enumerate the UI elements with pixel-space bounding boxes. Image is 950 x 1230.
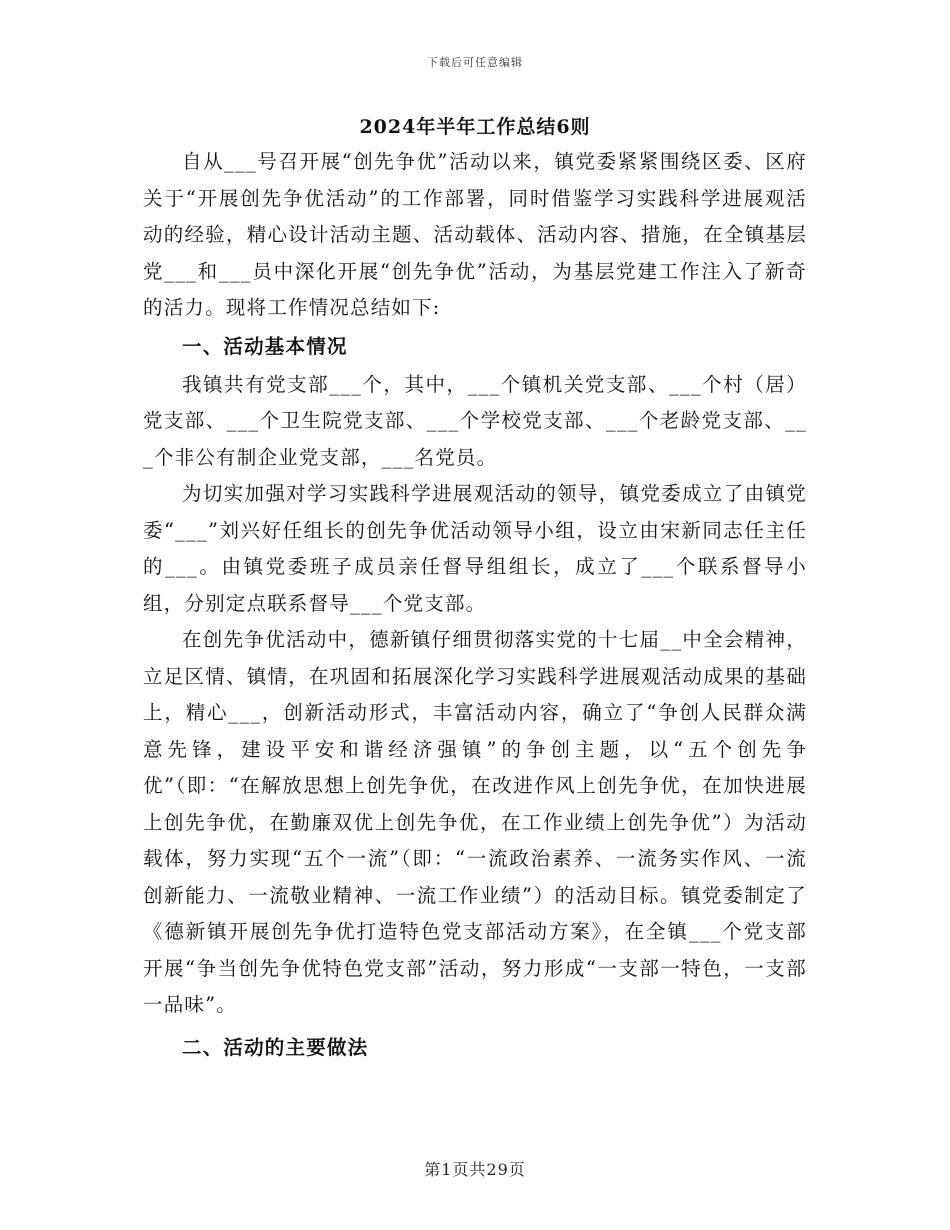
document-body [143,112,807,1068]
paragraph-activities: 在创先争优活动中，德新镇仔细贯彻落实党的十七届__中全会精神，立足区情、镇情，在巩固和拓展深化学习实践科学进展观活动成果的基础上，精心___，创新活动形式，丰富活动内容，确立了“争创人民群众满意先锋，建设平安和谐经济强镇”的争创主题，以“五个创先争优”（即：“在解放思想上创先争优，在改进作风上创先争优，在加快进展上创先争优，在勤廉双优上创先争优，在工作业绩上创先争优”）为活动载体，努力实现“五个一流”（即：“一流政治素养、一流务实作风、一流创新能力、一流敬业精神、一流工作业绩”）的活动目标。镇党委制定了《德新镇开展创先争优打造特色党支部活动方案》，在全镇___个党支部开展“争当创先争优特色党支部”活动，努力形成“一支部一特色，一支部一品味”。 [143,628,807,1016]
paragraph-leadership: 为切实加强对学习实践科学进展观活动的领导，镇党委成立了由镇党委“___”刘兴好任组长的创先争优活动领导小组，设立由宋新同志任主任的___。由镇党委班子成员亲任督导组组长，成立了___个联系督导小组，分别定点联系督导___个党支部。 [143,482,807,615]
paragraph-intro: 自从___号召开展“创先争优”活动以来，镇党委紧紧围绕区委、区府关于“开展创先争优活动”的工作部署，同时借鉴学习实践科学进展观活动的经验，精心设计活动主题、活动载体、活动内容、措施，在全镇基层党___和___员中深化开展“创先争优”活动，为基层党建工作注入了新奇的活力。现将工作情况总结如下: [143,150,807,319]
document-title: 2024年半年工作总结6则 [359,116,591,138]
section-heading-1: 一、活动基本情况 [182,334,348,358]
page-number: 第1页共29页 [424,1160,526,1179]
header-note: 下载后可任意编辑 [427,56,523,69]
paragraph-branch-count: 我镇共有党支部___个，其中，___个镇机关党支部、___个村（居）党支部、___个卫生院党支部、___个学校党支部、___个老龄党支部、___个非公有制企业党支部，___名党员。 [143,372,807,469]
section-heading-2: 二、活动的主要做法 [182,1035,369,1059]
